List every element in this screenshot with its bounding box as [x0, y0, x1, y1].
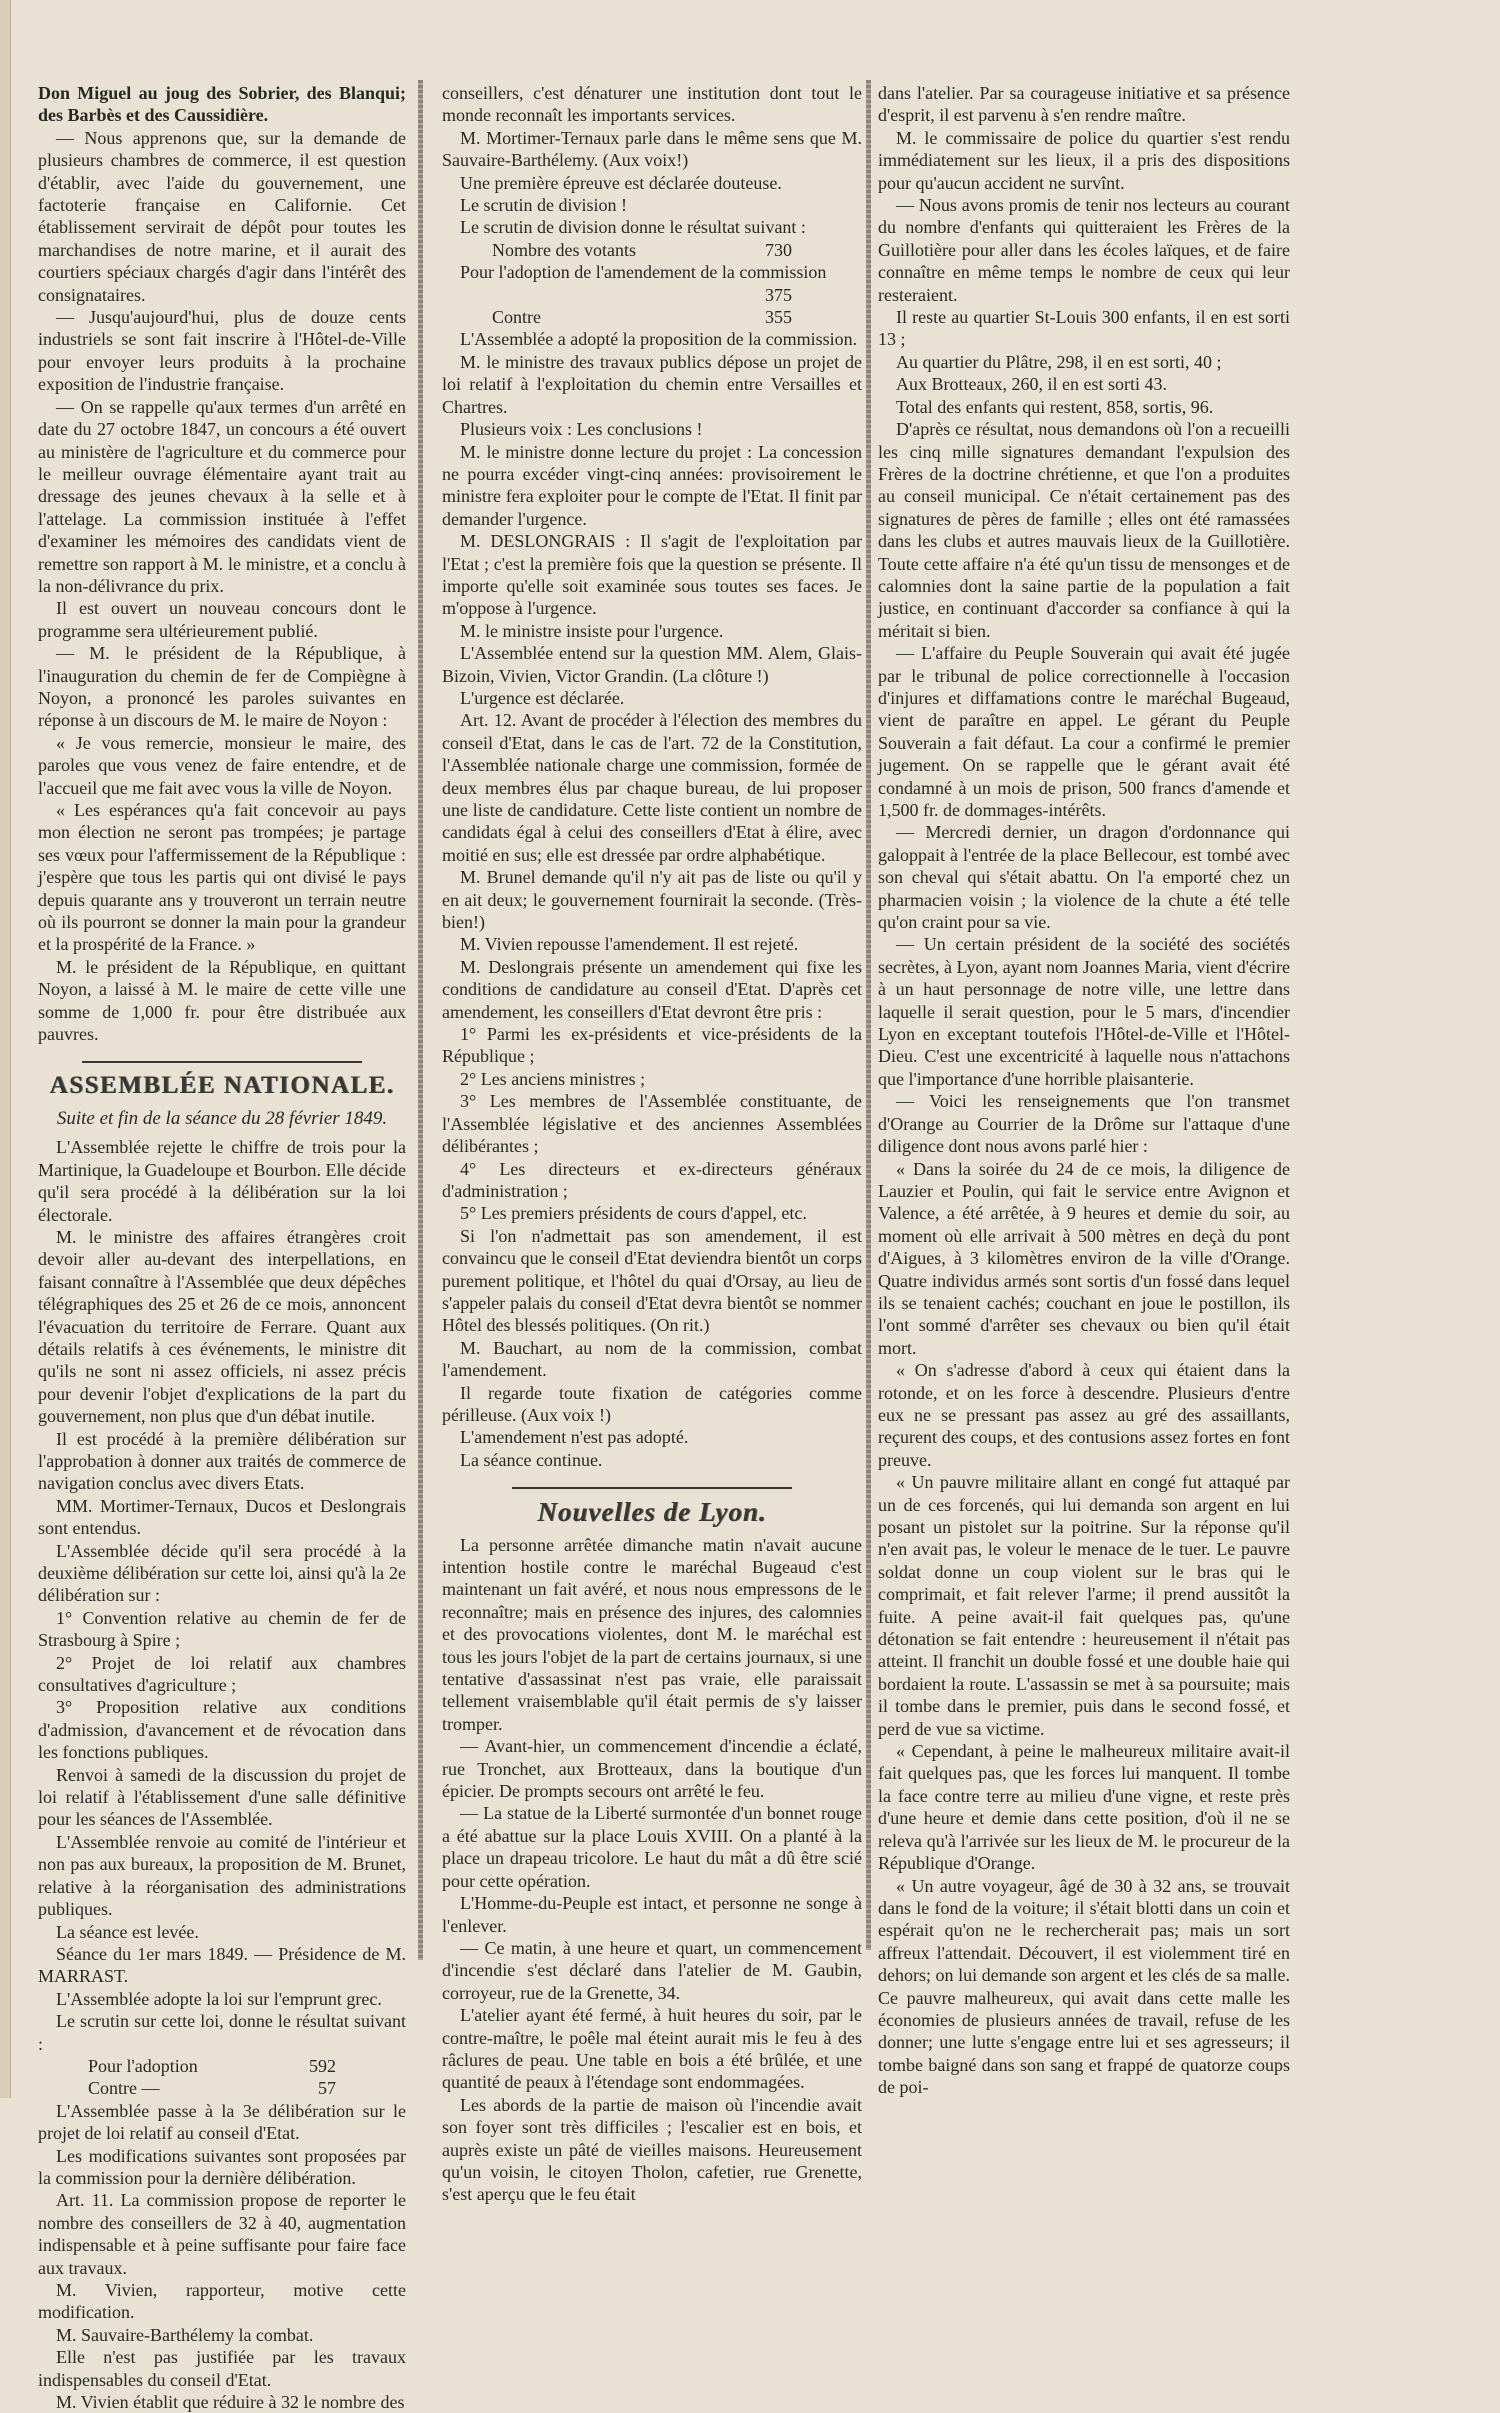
vote-label: Contre —	[88, 2078, 160, 2099]
article-paragraph: M. le ministre insiste pour l'urgence.	[460, 620, 724, 641]
article-paragraph: M. Vivien, rapporteur, motive cette modification.	[38, 2280, 406, 2323]
article-paragraph: « Cependant, à peine le malheureux militaire avait-il fait quelques pas, que les forces lui manquent. Il tombe la face contre terre au milieu d'une vigne, et reste près d'une heure et demie dans cette position, d'où il ne se releva qu'à l'arrivée sur les lieux de M. le procureur de la République d'Orange.	[878, 1741, 1290, 1874]
article-paragraph: M. le ministre donne lecture du projet : La concession ne pourra excéder vingt-cinq années: provisoirement le ministre fera exploiter pour le compte de l'Etat. Il finit par demander l'urgence.	[442, 441, 862, 529]
article-paragraph: M. Deslongrais présente un amendement qui fixe les conditions de candidature au conseil d'Etat. D'après cet amendement, les conseillers d'Etat devront être pris :	[442, 956, 862, 1022]
article-paragraph: L'atelier ayant été fermé, à huit heures du soir, par le contre-maître, le poêle mal éteint aurait mis le feu à des râclures de peau. Une table en bois a été brûlée, et une quantité de peaux à l'étendage sont endommagées.	[442, 2005, 862, 2093]
vote-label: Contre	[492, 307, 541, 328]
vote-label	[492, 284, 732, 306]
article-paragraph: L'Assemblée entend sur la question MM. Alem, Glais-Bizoin, Vivien, Victor Grandin. (La clôture !)	[442, 643, 862, 686]
vote-count: 592	[309, 2055, 336, 2076]
article-paragraph: Les modifications suivantes sont proposées par la commission pour la dernière délibération.	[38, 2145, 406, 2188]
article-paragraph: Il est procédé à la première délibération sur l'approbation à donner aux traités de commerce de navigation conclus avec divers Etats.	[38, 1428, 406, 1494]
article-paragraph: « Un pauvre militaire allant en congé fut attaqué par un de ces forcenés, qui lui demanda son argent en lui posant un pistolet sur la poitrine. Sur la réponse qu'il n'en avait pas, le voleur le menace de le tuer. Le pauvre soldat donne un coup violent sur le bras qui le comprimait, et fait relever l'arme; il prend aussitôt la fuite. A peine avait-il fait quelques pas, qu'une détonation se fait entendre : heureusement il n'était pas atteint. Il franchit un double fossé et une double haie qui bordaient la route. L'assassin se met à sa poursuite; mais il tombe dans le premier, puis dans le second fossé, et perd de vue sa victime.	[878, 1472, 1290, 1739]
article-paragraph: M. DESLONGRAIS : Il s'agit de l'exploitation par l'Etat ; c'est la première fois que la question se présente. Il importe qu'elle soit examinée sous toutes ses faces. Je m'oppose à l'urgence.	[442, 531, 862, 619]
column-rule	[866, 80, 871, 1950]
article-paragraph: 2° Projet de loi relatif aux chambres consultatives d'agriculture ;	[38, 1652, 406, 1696]
page-binding-edge	[0, 0, 11, 2098]
article-paragraph: L'Assemblée décide qu'il sera procédé à la deuxième délibération sur cette loi, ainsi qu'à la 2e délibération sur :	[38, 1540, 406, 1606]
article-paragraph: 4° Les directeurs et ex-directeurs généraux d'administration ;	[442, 1158, 862, 1201]
article-paragraph: La séance est levée.	[56, 1921, 199, 1942]
article-paragraph: M. le ministre des affaires étrangères croit devoir aller au-devant des interpellations, en faisant connaître à l'Assemblée que deux dépêches télégraphiques des 25 et 26 de ce mois, annoncent l'évacuation du territoire de Ferrare. Quant aux détails relatifs à ces événements, le ministre dit qu'ils ne sont ni assez officiels, ni assez précis pour devenir l'objet d'explications de la part du gouvernement, non plus que d'un débat inutile.	[38, 1226, 406, 1427]
article-paragraph: — Mercredi dernier, un dragon d'ordonnance qui galoppait à l'entrée de la place Bellecour, est tombé avec son cheval qui s'était abattu. On l'a emporté chez un pharmacien voisin ; la violence de la chute a été telle qu'on craint pour sa vie.	[878, 822, 1290, 933]
article-paragraph: Il reste au quartier St-Louis 300 enfants, il en est sorti 13 ;	[878, 307, 1290, 350]
article-paragraph: M. Vivien établit que réduire à 32 le nombre des	[56, 2392, 405, 2413]
article-paragraph: L'Assemblée a adopté la proposition de la commission.	[460, 329, 858, 350]
vote-result-row	[442, 306, 862, 328]
section-subtitle: Suite et fin de la séance du 28 février 1849.	[56, 1107, 388, 1129]
article-paragraph: 1° Parmi les ex-présidents et vice-présidents de la République ;	[442, 1024, 862, 1067]
article-paragraph: Au quartier du Plâtre, 298, il en est sorti, 40 ;	[896, 351, 1222, 372]
article-paragraph: — On se rappelle qu'aux termes d'un arrêté en date du 27 octobre 1847, un concours a été ouvert au ministère de l'agriculture et du commerce pour le meilleur ouvrage élémentaire ayant trait au dressage des jeunes chevaux à la selle et à l'attelage. La commission instituée à l'effet d'examiner les mémoires des candidats vient de remettre son rapport à M. le ministre, et a conclu à la non-délivrance du prix.	[38, 396, 406, 596]
article-paragraph: — Nous apprenons que, sur la demande de plusieurs chambres de commerce, il est question d'établir, avec l'aide du gouvernement, une factoterie française en Californie. Cet établissement servirait de dépôt pour toutes les marchandises de notre marine, et il aurait des courtiers spéciaux chargés d'agir dans l'intérêt des consignataires.	[38, 127, 406, 305]
article-paragraph: — Un certain président de la société des sociétés secrètes, à Lyon, ayant nom Joannes Maria, vient d'écrire à un haut personnage de notre ville, une lettre dans laquelle il serait question, pour le 5 mars, d'incendier Lyon en exceptant toutefois l'Hôtel-de-Ville et l'Hôtel-Dieu. C'est une excentricité à laquelle nous n'attachons que l'importance d'une horrible plaisanterie.	[878, 934, 1290, 1089]
article-paragraph: 2° Les anciens ministres ;	[460, 1068, 646, 1089]
article-paragraph: « On s'adresse d'abord à ceux qui étaient dans la rotonde, et on les force à descendre. Plusieurs d'entre eux ne se pressant pas assez au gré des assaillants, reçurent des coups, et des contusions assez fortes en font preuve.	[878, 1360, 1290, 1470]
article-paragraph: conseillers, c'est dénaturer une institution dont tout le monde reconnaît les importants services.	[442, 83, 862, 126]
vote-count: 355	[765, 307, 792, 328]
article-paragraph: Il regarde toute fixation de catégories comme périlleuse. (Aux voix !)	[442, 1382, 862, 1425]
section-heading: ASSEMBLÉE NATIONALE.	[49, 1072, 395, 1100]
article-paragraph: Art. 12. Avant de procéder à l'élection des membres du conseil d'Etat, dans le cas de l'art. 72 de la Constitution, l'Assemblée nationale charge une commission, formée de deux membres élus par chaque bureau, de lui proposer une liste de candidature. Cette liste contient un nombre de candidats égal à celui des conseillers d'Etat à élire, avec moitié en sus; elle est dressée par ordre alphabétique.	[442, 710, 862, 865]
article-paragraph: Aux Brotteaux, 260, il en est sorti 43.	[896, 374, 1167, 395]
article-paragraph: Si l'on n'admettait pas son amendement, il est convaincu que le conseil d'Etat deviendra bientôt un corps purement politique, et l'hôtel du quai d'Orsay, au lieu de s'appeler palais du conseil d'Etat devra bientôt se nommer Hôtel des blessés politiques. (On rit.)	[442, 1225, 862, 1336]
article-paragraph: Une première épreuve est déclarée douteuse.	[460, 172, 782, 193]
column-right	[878, 82, 1290, 2099]
article-paragraph: L'urgence est déclarée.	[460, 687, 625, 708]
article-paragraph: Les abords de la partie de maison où l'incendie avait son foyer sont très difficiles ; l'escalier est en bois, et auprès existe un pâté de vieilles maisons. Heureusement qu'un voisin, le citoyen Tholon, cafetier, rue Grenette, s'est aperçu que le feu était	[442, 2094, 862, 2205]
article-paragraph: Séance du 1er mars 1849. — Présidence de M. MARRAST.	[38, 1943, 406, 1987]
section-heading: Nouvelles de Lyon.	[537, 1497, 767, 1528]
article-paragraph: Don Miguel au joug des Sobrier, des Blanqui; des Barbès et des Caussidière.	[38, 83, 406, 126]
article-paragraph: « Un autre voyageur, âgé de 30 à 32 ans, se trouvait dans le fond de la voiture; il s'était blotti dans un coin et espérait qu'on ne le rechercherait pas; mais un sort affreux l'attendait. Découvert, il est violemment tiré en dehors; on lui demande son argent et les clés de sa malle. Ce pauvre malheureux, qui avait dans cette malle les économies de plusieurs années de travail, refuse de les donner; une lutte s'engage entre lui et ses agresseurs; il tombe baigné dans son sang et frappé de quatorze coups de poi-	[878, 1875, 1290, 2098]
article-paragraph: La personne arrêtée dimanche matin n'avait aucune intention hostile contre le maréchal Bugeaud c'est maintenant un fait avéré, et nous nous empressons de le reconnaître; mais en présence des injures, des calomnies et des provocations violentes, dont M. le maréchal est tous les jours l'objet de la part de certains journaux, si une tentative d'assassinat n'est pas vraie, elle paraissait tellement vraisemblable qu'il était permis de s'y laisser tromper.	[442, 1534, 862, 1734]
article-paragraph: Total des enfants qui restent, 858, sortis, 96.	[896, 396, 1214, 417]
section-separator	[82, 1061, 362, 1063]
column-left	[38, 82, 406, 2413]
article-paragraph: — L'affaire du Peuple Souverain qui avait été jugée par le tribunal de police correctionnelle à l'occasion d'injures et diffamations contre le maréchal Bugeaud, vient de paraître en appel. Le gérant du Peuple Souverain a fait défaut. La cour a confirmé le premier jugement. On se rappelle que le gérant avait été condamné à un mois de prison, 500 francs d'amende et 1,500 fr. de dommages-intérêts.	[878, 643, 1290, 820]
section-separator	[512, 1487, 792, 1489]
article-paragraph: M. le ministre des travaux publics dépose un projet de loi relatif à l'exploitation du chemin entre Versailles et Chartres.	[442, 351, 862, 417]
article-paragraph: — La statue de la Liberté surmontée d'un bonnet rouge a été abattue sur la place Louis XVIII. On a planté à la place un drapeau tricolore. Le haut du mât a dû être scié pour cette opération.	[442, 1803, 862, 1891]
article-paragraph: Le scrutin sur cette loi, donne le résultat suivant :	[38, 2011, 406, 2054]
article-paragraph: M. Mortimer-Ternaux parle dans le même sens que M. Sauvaire-Barthélemy. (Aux voix!)	[442, 127, 862, 171]
article-paragraph: M. le commissaire de police du quartier s'est rendu immédiatement sur les lieux, il a pris des dispositions pour qu'aucun accident ne survînt.	[878, 127, 1290, 193]
article-paragraph: D'après ce résultat, nous demandons où l'on a recueilli les cinq mille signatures demandant l'expulsion des Frères de la doctrine chrétienne, et que l'on a produites au conseil municipal. Ce n'était certainement pas des signatures de pères de famille ; elles ont été ramassées dans les clubs et autres mauvais lieux de la Guillotière. Toute cette affaire n'a été qu'un tissu de mensonges et de calomnies dont la saine partie de la population a fait justice, en continuant d'accorder sa confiance à qui la méritait si bien.	[878, 419, 1290, 641]
article-paragraph: 3° Proposition relative aux conditions d'admission, d'avancement et de révocation dans les fonctions publiques.	[38, 1697, 406, 1763]
article-paragraph: L'Homme-du-Peuple est intact, et personne ne songe à l'enlever.	[442, 1893, 862, 1936]
article-paragraph: Art. 11. La commission propose de reporter le nombre des conseillers de 32 à 40, augmentation indispensable et à peine suffisante pour faire face aux travaux.	[38, 2190, 406, 2278]
article-paragraph: L'Assemblée adopte la loi sur l'emprunt grec.	[56, 1988, 382, 2009]
article-paragraph: M. Brunel demande qu'il n'y ait pas de liste ou qu'il y en ait deux; le gouvernement fournirait la seconde. (Très-bien!)	[442, 867, 862, 933]
article-paragraph: M. le président de la République, en quittant Noyon, a laissé à M. le maire de cette ville une somme de 1,000 fr. pour être distribuée aux pauvres.	[38, 956, 406, 1045]
article-paragraph: « Dans la soirée du 24 de ce mois, la diligence de Lauzier et Poulin, qui fait le service entre Avignon et Valence, a été arrêtée, à 9 heures et demie du soir, au moment où elle arrivait à 500 mètres en deçà du pont d'Aigues, à 3 kilomètres environ de la ville d'Orange. Quatre individus armés sont sortis d'un fossé dans lequel ils se tenaient cachés; couchant en joue le postillon, ils l'ont sommé d'arrêter ses chevaux ou bien qu'il était mort.	[878, 1158, 1290, 1358]
article-paragraph: M. Bauchart, au nom de la commission, combat l'amendement.	[442, 1337, 862, 1381]
article-paragraph: Renvoi à samedi de la discussion du projet de loi relatif à l'établissement d'une salle définitive pour les séances de l'Assemblée.	[38, 1764, 406, 1830]
column-middle	[442, 82, 862, 2206]
article-paragraph: M. Vivien repousse l'amendement. Il est rejeté.	[460, 934, 799, 955]
article-paragraph: Elle n'est pas justifiée par les travaux indispensables du conseil d'Etat.	[38, 2347, 406, 2390]
article-paragraph: 5° Les premiers présidents de cours d'appel, etc.	[460, 1203, 807, 1224]
article-paragraph: 3° Les membres de l'Assemblée constituante, de l'Assemblée législative et des anciennes Assemblées délibérantes ;	[442, 1091, 862, 1157]
vote-label: Nombre des votants	[492, 239, 636, 260]
article-paragraph: — Jusqu'aujourd'hui, plus de douze cents industriels se sont fait inscrire à l'Hôtel-de-Ville pour envoyer leurs produits à la prochaine exposition de l'industrie française.	[38, 307, 406, 395]
article-paragraph: Pour l'adoption de l'amendement de la commission	[460, 262, 827, 283]
article-paragraph: L'Assemblée renvoie au comité de l'intérieur et non pas aux bureaux, la proposition de M. Brunet, relative à la réorganisation des administrations publiques.	[38, 1831, 406, 1920]
article-paragraph: — M. le président de la République, à l'inauguration du chemin de fer de Compiègne à Noyon, a prononcé les paroles suivantes en réponse à un discours de M. le maire de Noyon :	[38, 643, 406, 731]
article-paragraph: Il est ouvert un nouveau concours dont le programme sera ultérieurement publié.	[38, 598, 406, 641]
article-paragraph: Le scrutin de division !	[460, 195, 627, 216]
article-paragraph: — Voici les renseignements que l'on transmet d'Orange au Courrier de la Drôme sur l'attaque d'une diligence dont nous avons parlé hier :	[878, 1091, 1290, 1157]
vote-result-row	[442, 284, 862, 306]
vote-result-row	[442, 239, 862, 261]
article-paragraph: « Je vous remercie, monsieur le maire, des paroles que vous venez de faire entendre, et de l'accueil que me fait avec vous la ville de Noyon.	[38, 732, 406, 798]
article-paragraph: L'Assemblée passe à la 3e délibération sur le projet de loi relatif au conseil d'Etat.	[38, 2100, 406, 2144]
article-paragraph: M. Sauvaire-Barthélemy la combat.	[56, 2324, 314, 2345]
article-paragraph: L'Assemblée rejette le chiffre de trois pour la Martinique, la Guadeloupe et Bourbon. Elle décide qu'il sera procédé à la délibération sur la loi électorale.	[38, 1137, 406, 1225]
vote-result-row	[38, 2077, 406, 2099]
article-paragraph: dans l'atelier. Par sa courageuse initiative et sa présence d'esprit, il est parvenu à s'en rendre maître.	[878, 83, 1290, 126]
column-rule	[418, 80, 423, 1960]
article-paragraph: — Ce matin, à une heure et quart, un commencement d'incendie s'est déclaré dans l'atelier de M. Gaubin, corroyeur, rue de la Grenette, 34.	[442, 1937, 862, 2003]
article-paragraph: « Les espérances qu'a fait concevoir au pays mon élection ne seront pas trompées; je partage ses vœux pour l'affermissement de la République : j'espère que tous les partis qui ont divisé le pays depuis quarante ans y trouveront un terrain neutre où ils pourront se donner la main pour la grandeur et la prospérité de la France. »	[38, 800, 406, 955]
article-paragraph: Le scrutin de division donne le résultat suivant :	[460, 217, 806, 238]
vote-label: Pour l'adoption	[88, 2055, 198, 2076]
vote-result-row	[38, 2055, 406, 2077]
article-paragraph: MM. Mortimer-Ternaux, Ducos et Deslongrais sont entendus.	[38, 1495, 406, 1539]
article-paragraph: — Nous avons promis de tenir nos lecteurs au courant du nombre d'enfants qui quitteraient les Frères de la Guillotière pour aller dans les écoles laïques, et de faire connaître en même temps le nombre de ceux qui leur resteraient.	[878, 195, 1290, 305]
article-paragraph: Plusieurs voix : Les conclusions !	[460, 419, 703, 440]
vote-count: 730	[765, 239, 792, 260]
article-paragraph: L'amendement n'est pas adopté.	[460, 1427, 689, 1448]
vote-count: 375	[765, 284, 792, 305]
article-paragraph: — Avant-hier, un commencement d'incendie a éclaté, rue Tronchet, aux Brotteaux, dans la boutique d'un épicier. De prompts secours ont arrêté le feu.	[442, 1736, 862, 1802]
vote-count: 57	[318, 2078, 336, 2099]
article-paragraph: La séance continue.	[460, 1449, 603, 1470]
article-paragraph: 1° Convention relative au chemin de fer de Strasbourg à Spire ;	[38, 1607, 406, 1651]
